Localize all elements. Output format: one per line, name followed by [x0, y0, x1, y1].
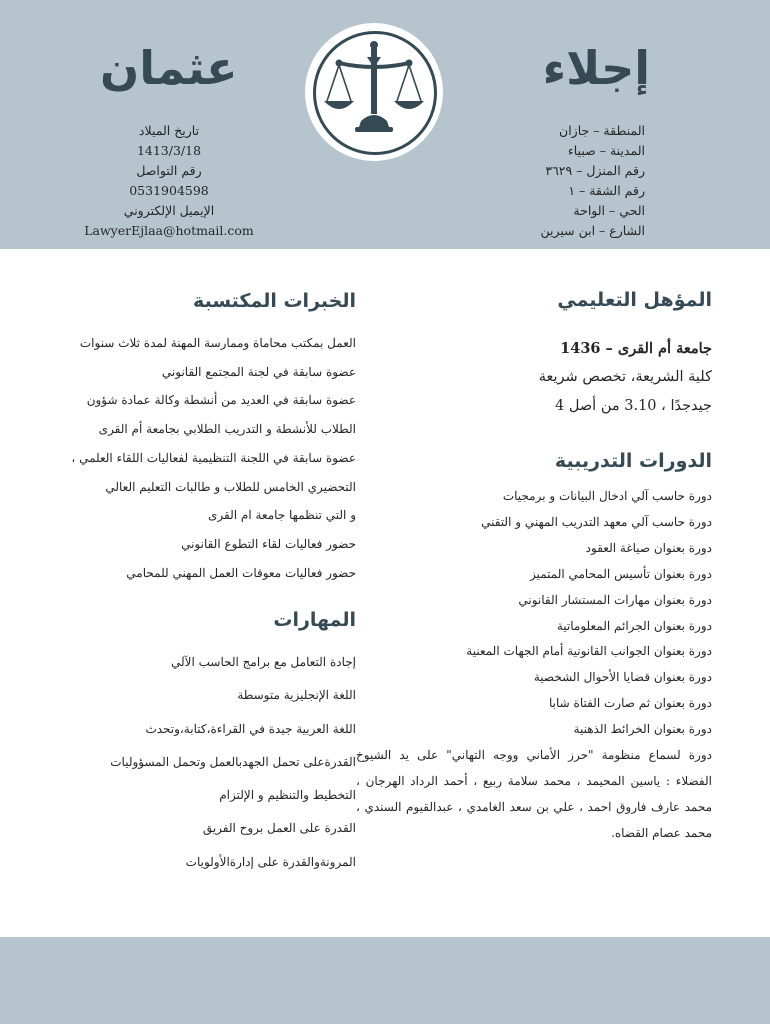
list-item: دورة بعنوان مهارات المستشار القانوني — [518, 592, 712, 607]
email-label: الإيميل الإلكتروني — [123, 203, 215, 218]
list-item: إجادة التعامل مع برامج الحاسب الآلي — [170, 655, 356, 669]
list-item: عضوة سابقة في العديد من أنشطة وكالة عمادة شؤون — [86, 393, 356, 408]
address-region: المنطقة – جازان — [559, 123, 645, 138]
education-title: المؤهل التعليمي — [557, 289, 712, 311]
list-item: دورة بعنوان الجوانب القانونية أمام الجهات المعنية — [466, 644, 712, 659]
email-value: LawyerEjlaa@hotmail.com — [84, 223, 254, 238]
courses-list — [356, 484, 712, 847]
phone-label: رقم التواصل — [136, 163, 202, 178]
education-university: جامعة أم القرى – 1436 — [560, 340, 712, 357]
experience-title: الخبرات المكتسبة — [193, 290, 356, 312]
skills-title: المهارات — [273, 609, 356, 631]
contact-block — [84, 121, 254, 241]
list-item: دورة بعنوان صياغة العقود — [585, 540, 712, 555]
address-street: الشارع – ابن سيرين — [540, 223, 645, 238]
address-block — [540, 121, 645, 241]
address-district: الحي – الواحة — [573, 203, 645, 218]
list-item: الطلاب للأنشطة و التدريب الطلابي بجامعة أم القرى — [98, 422, 356, 437]
birth-value: 1413/3/18 — [136, 143, 202, 158]
list-item: حضور فعاليات لقاء التطوع القانوني — [181, 536, 356, 551]
list-item: دورة لسماع منظومة "حرز الأماني ووجه التهاني" على يد الشيوخ الفضلاء : ياسين المحيمد ، محمد سلامة ربيع ، أحمد الرداد الهرجان ، محمد عارف فاروق احمد ، علي بن سعد الغامدي ، عبدالقيوم السندي ، محمد عصام القضاه. — [356, 748, 712, 840]
list-item: دورة بعنوان ثم صارت الفتاة شابا — [549, 696, 712, 711]
scales-of-justice-icon — [305, 23, 443, 161]
list-item: و التي تنظمها جامعة ام القرى — [208, 508, 356, 523]
list-item: المرونةوالقدرة على إدارةالأولويات — [185, 854, 356, 869]
education-grade: جيدجدًا ، 3.10 من أصل 4 — [555, 398, 712, 414]
list-item: دورة بعنوان الجرائم المعلوماتية — [556, 618, 712, 633]
list-item: القدرة على العمل بروح الفريق — [202, 821, 356, 836]
list-item: عضوة سابقة في لجنة المجتمع القانوني — [161, 364, 356, 379]
courses-title: الدورات التدريبية — [554, 450, 712, 472]
list-item: اللغة الإنجليزية متوسطة — [237, 688, 356, 703]
first-name: إجلاء — [542, 41, 650, 95]
birth-label: تاريخ الميلاد — [138, 123, 200, 138]
list-item: دورة بعنوان الخرائط الذهنية — [573, 722, 712, 737]
list-item: اللغة العربية جيدة في القراءة،كتابة،وتحدث — [145, 721, 356, 736]
footer-band — [0, 937, 770, 1024]
education-college: كلية الشريعة، تخصص شريعة — [538, 369, 712, 385]
address-city: المدينة – صبياء — [567, 143, 645, 158]
list-item: دورة بعنوان قضايا الأحوال الشخصية — [533, 670, 712, 685]
list-item: دورة بعنوان تأسيس المحامي المتميز — [529, 566, 712, 581]
experience-list — [71, 329, 356, 587]
list-item: دورة حاسب آلي ادخال البيانات و برمجيات — [502, 489, 712, 503]
list-item: حضور فعاليات معوقات العمل المهني للمحامي — [126, 565, 356, 580]
phone-value: 0531904598 — [129, 183, 209, 198]
list-item: دورة حاسب آلي معهد التدريب المهني و التقني — [481, 514, 712, 529]
address-apartment: رقم الشقة – ١ — [568, 183, 645, 198]
list-item: العمل بمكتب محاماة وممارسة المهنة لمدة ثلاث سنوات — [79, 336, 356, 350]
education-list — [539, 334, 712, 421]
address-house: رقم المنزل – ٣٦٢٩ — [545, 163, 645, 178]
list-item: عضوة سابقة في اللجنة التنظيمية لفعاليات اللقاء العلمي ، — [71, 450, 356, 465]
list-item: القدرةعلى تحمل الجهدبالعمل وتحمل المسؤوليات — [110, 754, 356, 769]
list-item: التحضيري الخامس للطلاب و طالبات التعليم العالي — [105, 479, 356, 494]
list-item: التخطيط والتنظيم و الإلتزام — [219, 788, 356, 803]
skills-list — [110, 646, 356, 879]
last-name: عثمان — [100, 41, 238, 95]
